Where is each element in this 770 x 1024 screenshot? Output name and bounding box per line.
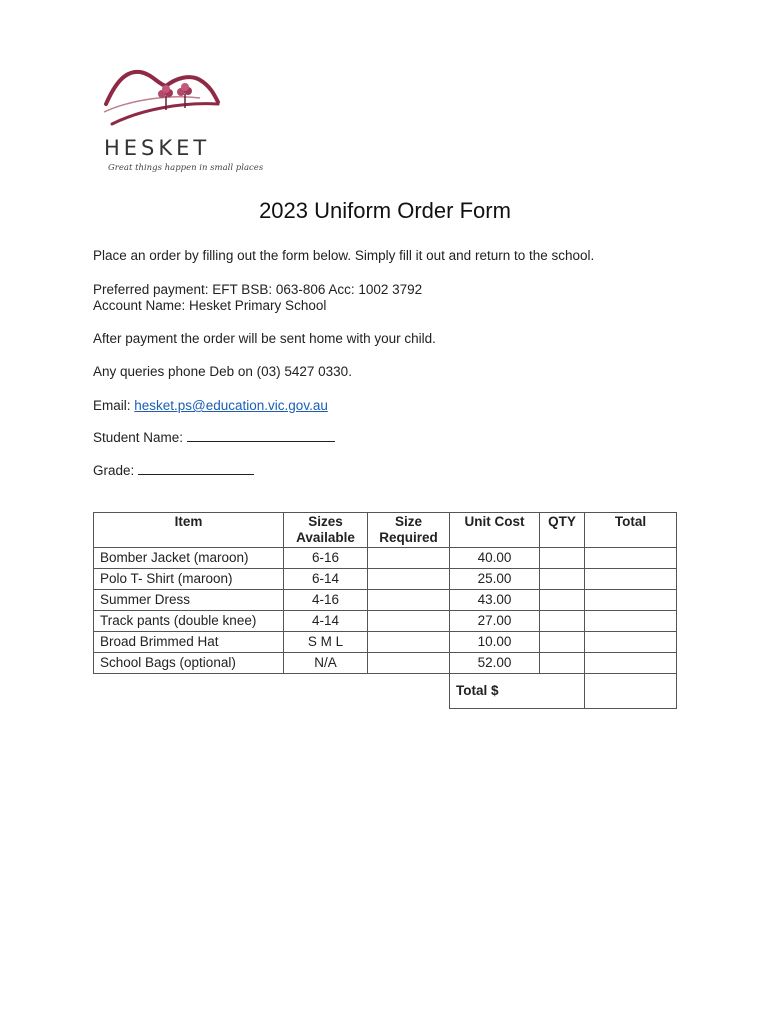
total-row [94,674,677,709]
unit-cost: 25.00 [450,569,540,590]
total-cell[interactable] [585,653,677,674]
table-header-row [94,513,677,548]
queries-text: Any queries phone Deb on (03) 5427 0330. [93,364,352,379]
qty-cell[interactable] [540,653,585,674]
size-required-cell[interactable] [368,611,450,632]
account-name: Account Name: Hesket Primary School [93,298,327,313]
size-required-cell[interactable] [368,569,450,590]
payment-details: Preferred payment: EFT BSB: 063-806 Acc: 1002 3792 [93,282,423,297]
sizes-available: S M L [284,632,368,653]
email-label: Email: [93,398,135,413]
email-link[interactable]: hesket.ps@education.vic.gov.au [134,398,328,413]
unit-cost: 27.00 [450,611,540,632]
size-required-cell[interactable] [368,653,450,674]
unit-cost: 52.00 [450,653,540,674]
table-row [94,653,677,674]
logo-name: HESKET [104,136,211,160]
total-cell[interactable] [585,569,677,590]
unit-cost: 10.00 [450,632,540,653]
header-total: Total [585,513,677,548]
page-title: 2023 Uniform Order Form [259,198,511,223]
table-row [94,632,677,653]
item-name: Broad Brimmed Hat [94,632,284,653]
unit-cost: 40.00 [450,548,540,569]
item-name: Summer Dress [94,590,284,611]
student-name-label: Student Name: [93,430,187,445]
grade-line [93,463,254,478]
size-required-cell[interactable] [368,590,450,611]
student-name-line [93,430,335,445]
school-logo [100,64,264,179]
qty-cell[interactable] [540,611,585,632]
sizes-available: 4-16 [284,590,368,611]
email-line [93,398,328,413]
grand-total-cell[interactable] [585,674,677,709]
unit-cost: 43.00 [450,590,540,611]
header-unit-cost: Unit Cost [450,513,540,548]
grade-field[interactable] [138,463,254,475]
order-table [93,512,677,709]
total-cell[interactable] [585,590,677,611]
qty-cell[interactable] [540,590,585,611]
sizes-available: 6-14 [284,569,368,590]
qty-cell[interactable] [540,569,585,590]
item-name: Track pants (double knee) [94,611,284,632]
after-payment-text: After payment the order will be sent home with your child. [93,331,436,346]
item-name: Bomber Jacket (maroon) [94,548,284,569]
intro-text: Place an order by filling out the form below. Simply fill it out and return to the school. [93,248,595,263]
logo-tagline: Great things happen in small places [108,163,264,173]
header-size-required: Size Required [368,513,450,548]
student-name-field[interactable] [187,430,335,442]
header-item: Item [94,513,284,548]
table-row [94,590,677,611]
hills-trees-icon [100,64,222,134]
size-required-cell[interactable] [368,632,450,653]
sizes-available: 6-16 [284,548,368,569]
header-sizes-available: Sizes Available [284,513,368,548]
total-cell[interactable] [585,611,677,632]
table-row [94,569,677,590]
table-row [94,548,677,569]
sizes-available: N/A [284,653,368,674]
total-cell[interactable] [585,548,677,569]
total-cell[interactable] [585,632,677,653]
grand-total-label: Total $ [450,674,585,709]
item-name: School Bags (optional) [94,653,284,674]
size-required-cell[interactable] [368,548,450,569]
table-row [94,611,677,632]
sizes-available: 4-14 [284,611,368,632]
grade-label: Grade: [93,463,139,478]
item-name: Polo T- Shirt (maroon) [94,569,284,590]
header-qty: QTY [540,513,585,548]
qty-cell[interactable] [540,548,585,569]
qty-cell[interactable] [540,632,585,653]
